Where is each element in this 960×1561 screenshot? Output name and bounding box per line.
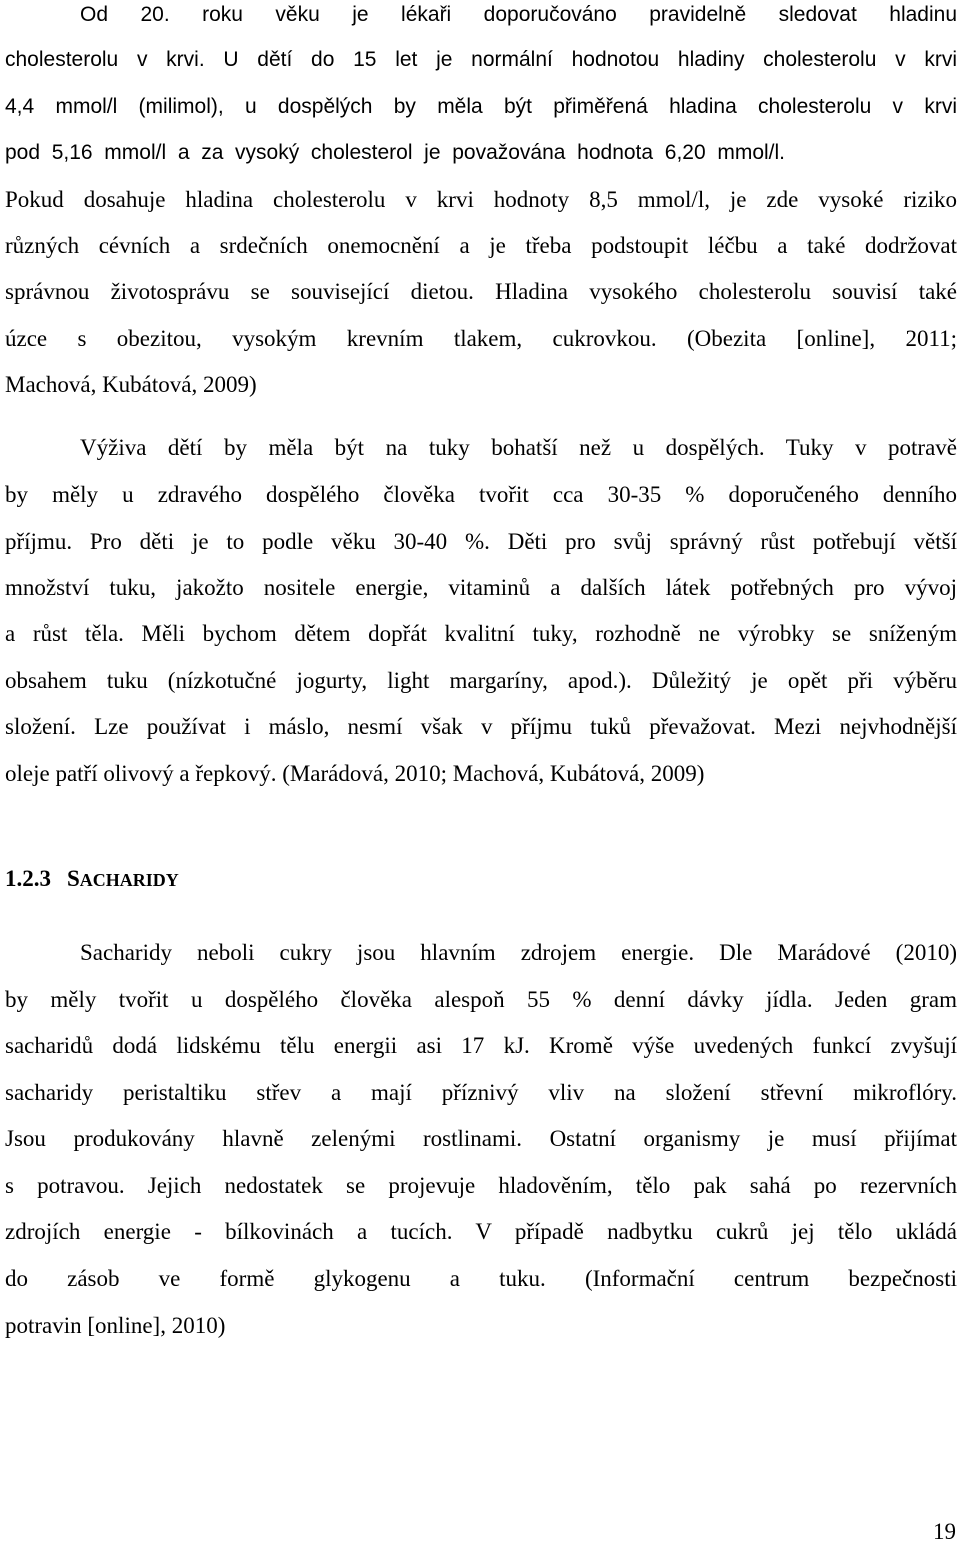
text-line: cholesterolu v krvi. U dětí do 15 let je normální hodnotou hladiny cholesterolu v krvi [5,48,957,71]
text-line: Pokud dosahuje hladina cholesterolu v krvi hodnoty 8,5 mmol/l, je zde vysoké riziko [5,187,957,212]
text-line: různých cévních a srdečních onemocnění a je třeba podstoupit léčbu a také dodržovat [5,233,957,258]
text-line: Od 20. roku věku je lékaři doporučováno pravidelně sledovat hladinu [80,3,957,26]
text-line: do zásob ve formě glykogenu a tuku. (Informační centrum bezpečnosti [5,1266,957,1291]
text-line: obsahem tuku (nízkotučné jogurty, light margaríny, apod.). Důležitý je opět při výběru [5,668,957,693]
section-title-rest: ACHARIDY [79,870,179,890]
text-line: a růst těla. Měli bychom dětem dopřát kvalitní tuky, rozhodně ne výrobky se sníženým [5,621,957,646]
section-title-initial: S [67,866,80,891]
section-number: 1.2.3 [5,866,51,891]
text-line: s potravou. Jejich nedostatek se projevuje hladověním, tělo pak sahá po rezervních [5,1173,957,1198]
text-line: 4,4 mmol/l (milimol), u dospělých by měla být přiměřená hladina cholesterolu v krvi [5,95,957,118]
text-line: příjmu. Pro děti je to podle věku 30-40 %. Děti pro svůj správný růst potřebují větší [5,529,957,554]
text-line: by měly u zdravého dospělého člověka tvořit cca 30-35 % doporučeného denního [5,482,957,507]
section-heading [5,864,179,895]
text-line: by měly tvořit u dospělého člověka alespoň 55 % denní dávky jídla. Jeden gram [5,987,957,1012]
text-line: oleje patří olivový a řepkový. (Marádová, 2010; Machová, Kubátová, 2009) [5,761,705,786]
text-line: Výživa dětí by měla být na tuky bohatší než u dospělých. Tuky v potravě [80,435,957,460]
text-line: potravin [online], 2010) [5,1313,226,1338]
text-line: zdrojích energie - bílkovinách a tucích. V případě nadbytku cukrů jej tělo ukládá [5,1219,957,1244]
text-line: Machová, Kubátová, 2009) [5,372,257,397]
text-line: složení. Lze používat i máslo, nesmí však v příjmu tuků převažovat. Mezi nejvhodnější [5,714,957,739]
text-line: správnou životosprávu se související dietou. Hladina vysokého cholesterolu souvisí také [5,279,957,304]
text-line: pod 5,16 mmol/l a za vysoký cholesterol je považována hodnota 6,20 mmol/l. [5,141,785,164]
text-line: Sacharidy neboli cukry jsou hlavním zdrojem energie. Dle Marádové (2010) [80,940,957,965]
text-line: Jsou produkovány hlavně zelenými rostlinami. Ostatní organismy je musí přijímat [5,1126,957,1151]
text-line: sacharidy peristaltiku střev a mají příznivý vliv na složení střevní mikroflóry. [5,1080,957,1105]
text-line: množství tuku, jakožto nositele energie, vitaminů a dalších látek potřebných pro vývoj [5,575,957,600]
page-number: 19 [933,1519,956,1544]
text-line: úzce s obezitou, vysokým krevním tlakem, cukrovkou. (Obezita [online], 2011; [5,326,957,351]
text-line: sacharidů dodá lidskému tělu energii asi 17 kJ. Kromě výše uvedených funkcí zvyšují [5,1033,957,1058]
